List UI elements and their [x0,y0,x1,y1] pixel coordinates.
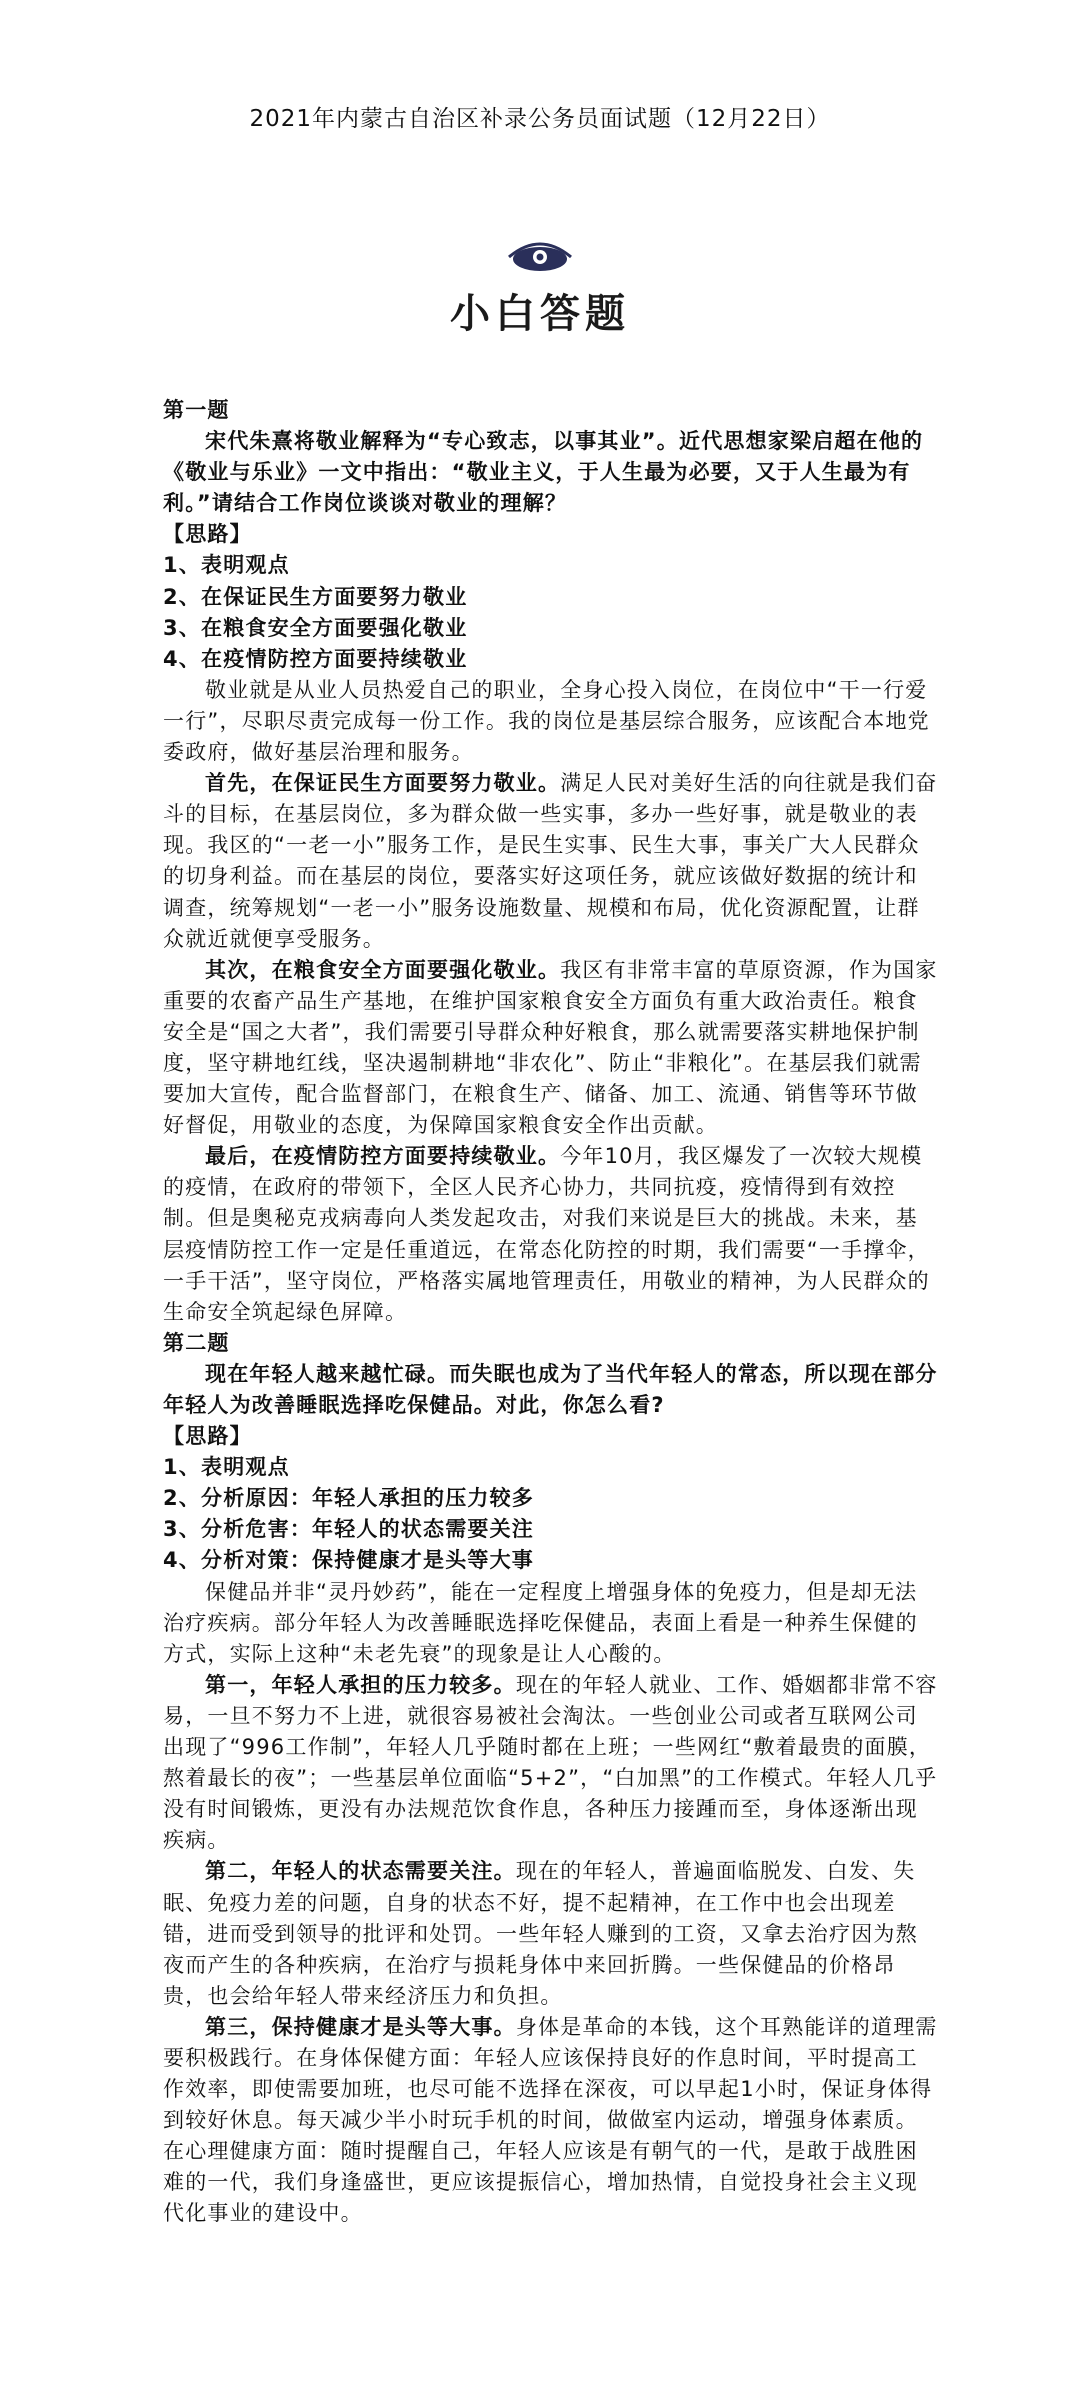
q2-paragraph-3-lead: 第三，保持健康才是头等大事。 [205,2014,516,2039]
q1-paragraph-1-body: 满足人民对美好生活的向往就是我们奋斗的目标，在基层岗位，多为群众做一些实事，多办一些好事，就是敬业的表现。我区的“一老一小”服务工作，是民生实事、民生大事，事关广大人民群众的切身利益。而在基层的岗位，要落实好这项任务，就应该做好数据的统计和调查，统筹规划“一老一小”服务设施数量、规模和布局，优化资源配置，让群众就近就便享受服务。 [163,771,938,951]
q2-paragraph-1-body: 现在的年轻人就业、工作、婚姻都非常不容易，一旦不努力不上进，就很容易被社会淘汰。一些创业公司或者互联网公司出现了“996工作制”，年轻人几乎随时都在上班；一些网红“敷着最贵的面膜，熬着最长的夜”；一些基层单位面临“5+2”，“白加黑”的工作模式。年轻人几乎没有时间锻炼，更没有办法规范饮食作息，各种压力接踵而至，身体逐渐出现疾病。 [163,1672,938,1853]
q2-paragraph-3 [163,2012,938,2230]
q2-outline-item: 2、分析原因：年轻人承担的压力较多 [163,1486,535,1511]
eye-icon [507,235,573,275]
q2-outline-item: 1、表明观点 [163,1455,290,1480]
q1-outline-item: 1、表明观点 [163,553,290,578]
q1-question: 宋代朱熹将敬业解释为“专心致志，以事其业”。近代思想家梁启超在他的《敬业与乐业》一文中指出：“敬业主义，于人生最为必要，又于人生最为有利。”请结合工作岗位谈谈对敬业的理解？ [163,429,924,516]
q2-title: 第二题 [163,1330,230,1355]
q1-paragraph-1-lead: 首先，在保证民生方面要努力敬业。 [205,771,561,796]
q2-paragraph-1-lead: 第一，年轻人承担的压力较多。 [205,1672,516,1697]
q2-paragraph-2-lead: 第二，年轻人的状态需要关注。 [205,1859,516,1884]
q2-paragraph-1 [163,1670,938,1857]
q1-silu-heading: 【思路】 [163,522,252,547]
q2-silu-heading: 【思路】 [163,1424,252,1449]
q1-paragraph-3-lead: 最后，在疫情防控方面要持续敬业。 [205,1144,561,1169]
q1-paragraph-2-lead: 其次，在粮食安全方面要强化敬业。 [205,957,561,982]
q1-title: 第一题 [163,398,230,422]
brand-logo-text: 小白答题 [450,291,630,337]
q2-paragraph-2 [163,1856,938,2011]
q1-paragraph-2-body: 我区有非常丰富的草原资源，作为国家重要的农畜产品生产基地，在维护国家粮食安全方面负有重大政治责任。粮食安全是“国之大者”，我们需要引导群众种好粮食，那么就需要落实耕地保护制度，坚守耕地红线，坚决遏制耕地“非农化”、防止“非粮化”。在基层我们就需要加大宣传，配合监督部门，在粮食生产、储备、加工、流通、销售等环节做好督促，用敬业的态度，为保障国家粮食安全作出贡献。 [163,957,938,1138]
q2-paragraph-2-body: 现在的年轻人，普遍面临脱发、白发、失眠、免疫力差的问题，自身的状态不好，提不起精神，在工作中也会出现差错，进而受到领导的批评和处罚。一些年轻人赚到的工资，又拿去治疗因为熬夜而产生的各种疾病，在治疗与损耗身体中来回折腾。一些保健品的价格昂贵，也会给年轻人带来经济压力和负担。 [163,1859,918,2008]
q1-paragraph-1 [163,768,938,955]
q1-paragraph-2 [163,955,938,1142]
q1-paragraph-3-body: 今年10月，我区爆发了一次较大规模的疫情，在政府的带领下，全区人民齐心协力，共同抗疫，疫情得到有效控制。但是奥秘克戎病毒向人类发起攻击，对我们来说是巨大的挑战。未来，基层疫情防控工作一定是任重道远，在常态化防控的时期，我们需要“一手撑伞，一手干活”，坚守岗位，严格落实属地管理责任，用敬业的精神，为人民群众的生命安全筑起绿色屏障。 [163,1144,930,1324]
q1-outline-item: 3、在粮食安全方面要强化敬业 [163,615,468,640]
q1-intro-paragraph: 敬业就是从业人员热爱自己的职业，全身心投入岗位，在岗位中“干一行爱一行”，尽职尽责完成每一份工作。我的岗位是基层综合服务，应该配合本地党委政府，做好基层治理和服务。 [163,677,930,765]
q1-outline-item: 4、在疫情防控方面要持续敬业 [163,646,468,671]
q2-intro-paragraph: 保健品并非“灵丹妙药”，能在一定程度上增强身体的免疫力，但是却无法治疗疾病。部分年轻人为改善睡眠选择吃保健品，表面上看是一种养生保健的方式，实际上这种“未老先衰”的现象是让人心酸的。 [163,1579,918,1666]
q2-paragraph-3-body: 身体是革命的本钱，这个耳熟能详的道理需要积极践行。在身体保健方面：年轻人应该保持良好的作息时间，平时提高工作效率，即使需要加班，也尽可能不选择在深夜，可以早起1小时，保证身体得到较好休息。每天减少半小时玩手机的时间，做做室内运动，增强身体素质。在心理健康方面：随时提醒自己，年轻人应该是有朝气的一代，是敢于战胜困难的一代，我们身逢盛世，更应该提振信心，增加热情，自觉投身社会主义现代化事业的建设中。 [163,2014,938,2226]
q1-paragraph-3 [163,1141,938,1328]
q2-question: 现在年轻人越来越忙碌。而失眠也成为了当代年轻人的常态，所以现在部分年轻人为改善睡眠选择吃保健品。对此，你怎么看? [163,1361,938,1417]
q2-outline-item: 3、分析危害：年轻人的状态需要关注 [163,1517,535,1542]
document-title: 2021年内蒙古自治区补录公务员面试题（12月22日） [249,106,831,132]
document-body [163,395,938,2230]
q1-outline-item: 2、在保证民生方面要努力敬业 [163,584,468,609]
q2-outline-item: 4、分析对策：保持健康才是头等大事 [163,1548,535,1573]
